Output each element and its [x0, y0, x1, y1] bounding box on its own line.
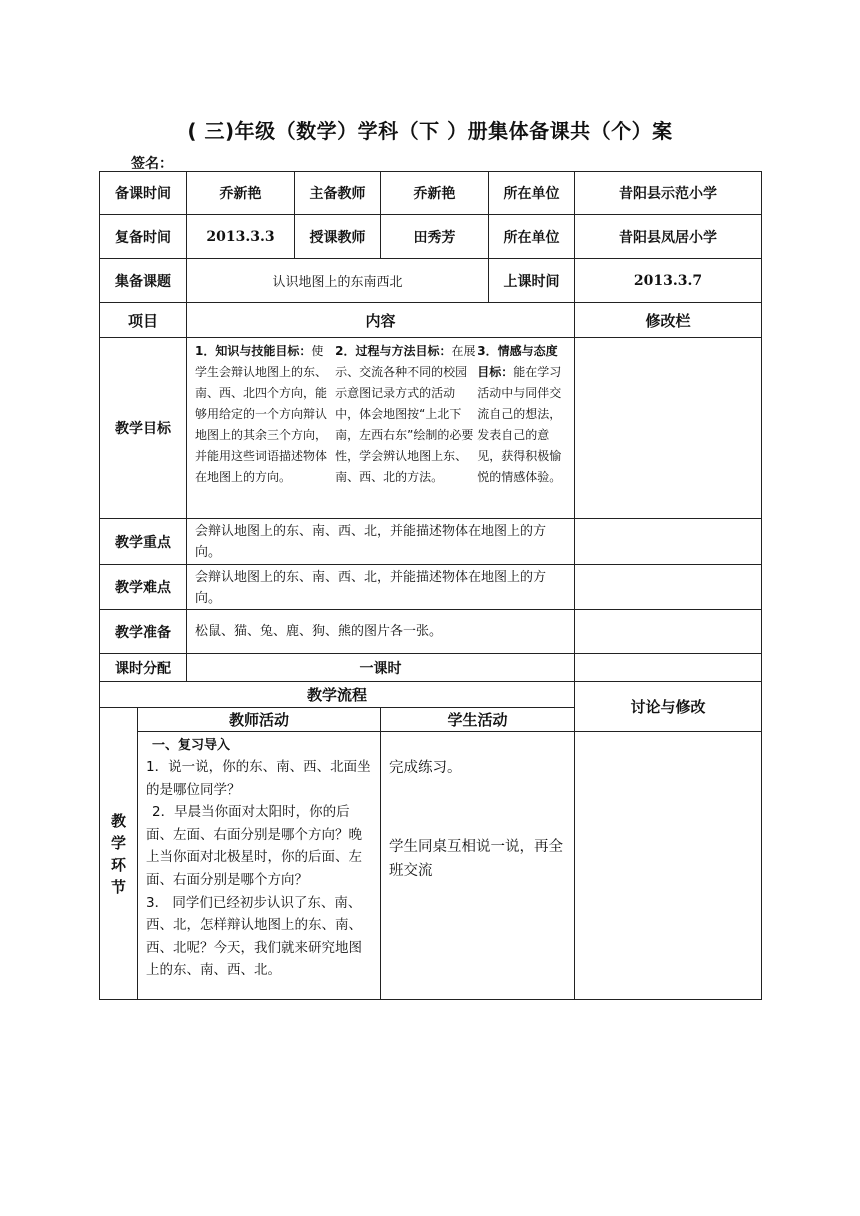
goal-process	[335, 341, 477, 488]
difficulty-label: 教学难点	[99, 564, 187, 610]
teacher-step-3: 3． 同学们已经初步认识了东、南、西、北，怎样辩认地图上的东、南、西、北呢？今天，我们就来研究地图上的东、南、西、北。	[146, 894, 362, 979]
teacher-activity-header: 教师活动	[137, 707, 381, 732]
prep-label: 教学准备	[99, 609, 187, 654]
side-char-4: 节	[110, 877, 126, 896]
review-time-value: 2013.3.3	[186, 214, 295, 259]
teacher-step-1: 1．说一说，你的东、南、西、北面坐的是哪位同学？	[146, 759, 371, 798]
difficulty-text: 会辩认地图上的东、南、西、北，并能描述物体在地图上的方向。	[186, 564, 575, 610]
unit-label-2: 所在单位	[488, 214, 575, 259]
goal-emotion-text: 能在学习活动中与同伴交流自己的想法，发表自己的意见，获得积极愉悦的情感体验。	[477, 365, 562, 484]
discuss-header: 讨论与修改	[574, 681, 762, 732]
goal-process-text: 在展示、交流各种不同的校园示意图记录方式的活动中，体会地图按“上北下南，左西右东”绘制的必要性，学会辨认地图上东、南、西、北的方法。	[335, 344, 476, 484]
teaching-teacher-value: 田秀芳	[380, 214, 489, 259]
student-activity	[380, 731, 575, 1000]
hours-text: 一课时	[186, 653, 575, 682]
class-time-value: 2013.3.7	[574, 258, 762, 303]
lead-teacher-label: 主备教师	[294, 171, 381, 215]
sign-label: 签名：	[131, 156, 173, 172]
key-text: 会辩认地图上的东、南、西、北，并能描述物体在地图上的方向。	[186, 518, 575, 565]
review-time-label: 复备时间	[99, 214, 187, 259]
student-step-1: 完成练习。	[389, 760, 462, 776]
goals-label: 教学目标	[99, 337, 187, 519]
goals-revise	[574, 337, 762, 519]
unit-value-2: 昔阳县凤居小学	[574, 214, 762, 259]
flow-title: 教学流程	[99, 681, 575, 708]
side-char-3: 环	[110, 855, 126, 874]
content-header: 内容	[186, 302, 575, 338]
unit-value-1: 昔阳县示范小学	[574, 171, 762, 215]
prep-time-label: 备课时间	[99, 171, 187, 215]
teacher-step-2: 2．早晨当你面对太阳时，你的后面、左面、右面分别是哪个方向？晚上当你面对北极星时，你的后面、左面、右面分别是哪个方向？	[146, 804, 362, 888]
side-char-2: 学	[110, 833, 126, 852]
key-label: 教学重点	[99, 518, 187, 565]
goal-knowledge-text: 使学生会辩认地图上的东、南、西、北四个方向，能够用给定的一个方向辩认地图上的其余三个方向，并能用这些词语描述物体在地图上的方向。	[195, 344, 328, 484]
page-title: ( 三)年级（数学）学科（下 ）册集体备课共（个）案	[187, 119, 673, 143]
teaching-section-label	[99, 707, 138, 1000]
goal-process-label: 2．过程与方法目标：	[335, 344, 452, 358]
lead-teacher-value: 乔新艳	[380, 171, 489, 215]
hours-revise	[574, 653, 762, 682]
student-activity-header: 学生活动	[380, 707, 575, 732]
revise-header: 修改栏	[574, 302, 762, 338]
student-step-2: 学生同桌互相说一说，再全班交流	[389, 839, 563, 879]
review-section-title: 一、复习导入	[152, 738, 231, 753]
teacher-activity	[137, 731, 381, 1000]
goal-emotion	[477, 341, 568, 488]
unit-label-1: 所在单位	[488, 171, 575, 215]
goal-knowledge	[195, 341, 335, 488]
goals-content	[186, 337, 575, 519]
goal-emotion-label: 3．情感与态度目标：	[477, 344, 558, 379]
teaching-teacher-label: 授课教师	[294, 214, 381, 259]
topic-label: 集备课题	[99, 258, 187, 303]
goal-knowledge-label: 1．知识与技能目标：	[195, 344, 312, 358]
key-revise	[574, 518, 762, 565]
prep-revise	[574, 609, 762, 654]
item-header: 项目	[99, 302, 187, 338]
prep-text: 松鼠、猫、兔、鹿、狗、熊的图片各一张。	[186, 609, 575, 654]
discuss-column	[574, 731, 762, 1000]
class-time-label: 上课时间	[488, 258, 575, 303]
topic-value: 认识地图上的东南西北	[186, 258, 489, 303]
side-char-1: 教	[110, 811, 126, 830]
difficulty-revise	[574, 564, 762, 610]
hours-label: 课时分配	[99, 653, 187, 682]
prep-time-value: 乔新艳	[186, 171, 295, 215]
